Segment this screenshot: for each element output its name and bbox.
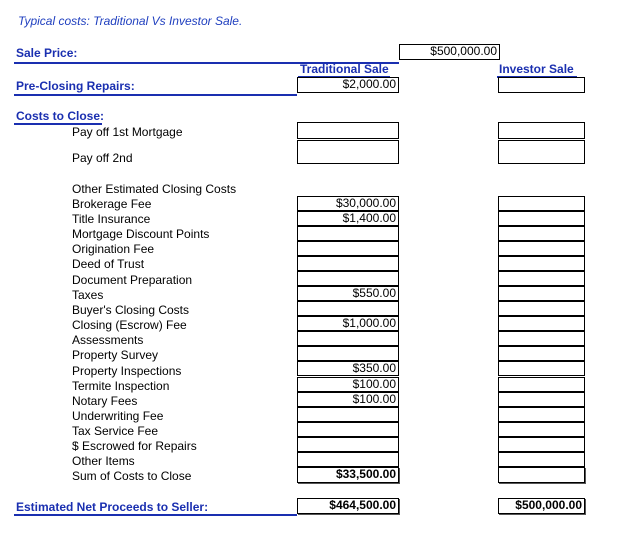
page-title: Typical costs: Traditional Vs Investor Sale. xyxy=(18,14,243,28)
item-label: Document Preparation xyxy=(72,273,193,287)
item-traditional[interactable] xyxy=(297,241,399,256)
traditional-header: Traditional Sale xyxy=(300,62,389,76)
item-label: Taxes xyxy=(72,288,104,302)
sum-label: Sum of Costs to Close xyxy=(72,469,192,483)
item-investor[interactable] xyxy=(498,437,585,452)
item-traditional[interactable]: $1,400.00 xyxy=(297,211,399,226)
item-label: Tax Service Fee xyxy=(72,424,159,438)
item-label: Notary Fees xyxy=(72,394,138,408)
item-label: Buyer's Closing Costs xyxy=(72,303,189,317)
item-investor[interactable] xyxy=(498,422,585,437)
item-traditional[interactable] xyxy=(297,226,399,241)
item-label: Underwriting Fee xyxy=(72,409,164,423)
pre-closing-investor[interactable] xyxy=(498,77,585,93)
item-investor[interactable] xyxy=(498,452,585,467)
item-traditional[interactable]: $1,000.00 xyxy=(297,316,399,331)
item-investor[interactable] xyxy=(498,377,585,392)
item-traditional[interactable] xyxy=(297,271,399,286)
item-label: Title Insurance xyxy=(72,212,151,226)
item-investor[interactable] xyxy=(498,361,585,376)
sum-investor[interactable] xyxy=(498,467,585,483)
item-traditional[interactable]: $100.00 xyxy=(297,377,399,392)
item-investor[interactable] xyxy=(498,256,585,271)
item-traditional[interactable] xyxy=(297,407,399,422)
item-investor[interactable] xyxy=(498,271,585,286)
item-label: Origination Fee xyxy=(72,242,155,256)
item-label: Mortgage Discount Points xyxy=(72,227,210,241)
item-traditional[interactable]: $550.00 xyxy=(297,286,399,301)
item-label: Property Survey xyxy=(72,348,159,362)
payoff-1st-traditional[interactable] xyxy=(297,122,399,139)
item-label: Assessments xyxy=(72,333,144,347)
item-label: Brokerage Fee xyxy=(72,197,152,211)
item-label: Closing (Escrow) Fee xyxy=(72,318,187,332)
item-traditional[interactable] xyxy=(297,437,399,452)
sum-traditional[interactable]: $33,500.00 xyxy=(297,467,399,483)
sale-price-label: Sale Price: xyxy=(16,46,78,60)
item-investor[interactable] xyxy=(498,196,585,211)
item-traditional[interactable]: $100.00 xyxy=(297,392,399,407)
item-label: Termite Inspection xyxy=(72,379,170,393)
item-label: Property Inspections xyxy=(72,364,182,378)
item-label: Other Items xyxy=(72,454,135,468)
item-investor[interactable] xyxy=(498,346,585,361)
item-investor[interactable] xyxy=(498,211,585,226)
payoff-1st-label: Pay off 1st Mortgage xyxy=(72,125,183,139)
item-investor[interactable] xyxy=(498,286,585,301)
payoff-2nd-traditional[interactable] xyxy=(297,140,399,164)
net-proceeds-investor[interactable]: $500,000.00 xyxy=(498,498,585,514)
pre-closing-traditional[interactable]: $2,000.00 xyxy=(297,77,399,93)
item-traditional[interactable] xyxy=(297,331,399,346)
investor-header: Investor Sale xyxy=(499,62,574,76)
item-traditional[interactable] xyxy=(297,346,399,361)
item-label: Deed of Trust xyxy=(72,257,145,271)
item-investor[interactable] xyxy=(498,301,585,316)
payoff-2nd-label: Pay off 2nd xyxy=(72,151,133,165)
item-traditional[interactable]: $350.00 xyxy=(297,361,399,376)
item-investor[interactable] xyxy=(498,316,585,331)
net-proceeds-label: Estimated Net Proceeds to Seller: xyxy=(16,500,209,514)
pre-closing-underline xyxy=(14,94,297,96)
payoff-2nd-investor[interactable] xyxy=(498,140,585,164)
item-investor[interactable] xyxy=(498,241,585,256)
item-traditional[interactable]: $30,000.00 xyxy=(297,196,399,211)
payoff-1st-investor[interactable] xyxy=(498,122,585,139)
net-proceeds-underline xyxy=(14,514,297,516)
item-label: $ Escrowed for Repairs xyxy=(72,439,197,453)
item-investor[interactable] xyxy=(498,407,585,422)
pre-closing-label: Pre-Closing Repairs: xyxy=(16,79,135,93)
item-traditional[interactable] xyxy=(297,301,399,316)
item-traditional[interactable] xyxy=(297,422,399,437)
item-investor[interactable] xyxy=(498,226,585,241)
other-costs-header: Other Estimated Closing Costs xyxy=(72,182,237,196)
item-investor[interactable] xyxy=(498,392,585,407)
item-investor[interactable] xyxy=(498,331,585,346)
costs-to-close-label: Costs to Close: xyxy=(16,109,105,123)
net-proceeds-traditional[interactable]: $464,500.00 xyxy=(297,498,399,514)
item-traditional[interactable] xyxy=(297,256,399,271)
sale-price-value[interactable]: $500,000.00 xyxy=(399,44,500,60)
item-traditional[interactable] xyxy=(297,452,399,467)
